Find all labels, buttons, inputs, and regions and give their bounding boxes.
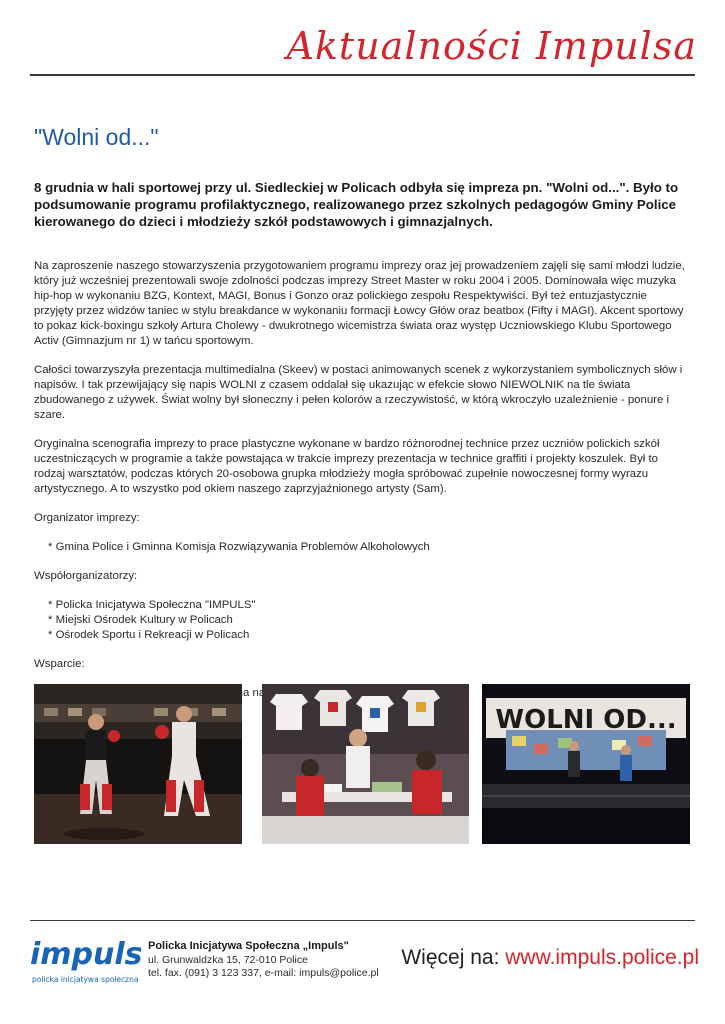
org-contact: tel. fax. (091) 3 123 337, e-mail: impuls@police.pl: [148, 967, 379, 979]
stage-banner-text: WOLNI OD...: [495, 705, 677, 735]
paragraph: Na zaproszenie naszego stowarzyszenia przygotowaniem programu imprezy oraz jej prowadzeniem zajęli się sami młodzi ludzie, który już wcześniej prezentowali swoje zdolności podczas imprezy Street Master w roku 2004 i 2005. Dominowała więc muzyka hip-hop w wykonaniu BZG, Kontext, MAGI, Bonus i Gonzo oraz polickiego zespołu Respektywiści. Był też entuzjastycznie przyjęty przez widzów taniec w stylu breakdance w wykonaniu formacji Łowcy Głów oraz beatbox (Fifty i MAGI). Akcent sportowy to pokaz kick-boxingu szkoły Artura Cholewy - dwukrotnego wicemistrza świata oraz występ Uczniowskiego Klubu Sportowego Activ (Gimnazjum nr 1) w tańcu sportowym.: [34, 260, 685, 347]
article-body: [34, 259, 686, 715]
article-lead: 8 grudnia w hali sportowej przy ul. Siedleckiej w Policach odbyła się impreza pn. "Wolni od...". Było to podsumowanie programu profilaktycznego, realizowanego przez szkolnych pedagogów Gminy Police kierowanego do dzieci i młodzieży szkół podstawowych i gimnazjalnych.: [34, 180, 679, 229]
logo-word: impuls: [30, 937, 143, 972]
coorganizer-list: [34, 598, 686, 643]
org-address: ul. Grunwaldzka 15, 72-010 Police: [148, 953, 308, 966]
more-label: Więcej na:: [401, 946, 500, 969]
impuls-logo: [26, 926, 143, 990]
list-item: * Ośrodek Sportu i Rekreacji w Policach: [48, 629, 250, 641]
stage-illustration: [482, 684, 690, 844]
list-item: * Policka Inicjatywa Społeczna "IMPULS": [48, 599, 256, 611]
contact-block: [148, 940, 379, 981]
paragraph: Całości towarzyszyła prezentacja multimedialna (Skeev) w postaci animowanych scenek z wykorzystaniem symbolicznych słów i napisów. I tak przewijający się napis WOLNI z czasem oddalał się ukazując w efekcie słowo NIEWOLNIK na tle świata zbudowanego z używek. Świat wolny był słoneczny i pełen kolorów a rzeczywistość, w którą wkroczyło uzależnienie - ponure i szare.: [34, 364, 683, 421]
photo-stage: [482, 684, 690, 844]
more-info: [401, 946, 699, 970]
header-divider: [30, 74, 695, 76]
coorganizer-label: Współorganizatorzy:: [34, 570, 138, 582]
photo-kickboxing: [34, 684, 242, 844]
support-label: Wsparcie:: [34, 658, 85, 670]
paragraph: Oryginalna scenografia imprezy to prace plastyczne wykonane w bardzo różnorodnej technice przez uczniów polickich szkół uczestniczących w programie a także powstająca w trakcie imprezy prezentacja w technice graffiti i projekty koszulek. Był to rodzaj warsztatów, podczas których 20-osobowa grupka młodzieży mogła spróbować zupełnie nowoczesnej formy wyrazu artystycznego. A to wszystko pod okiem naszego zaprzyjaźnionego artysty (Sam).: [34, 438, 660, 495]
list-item: * Gmina Police i Gminna Komisja Rozwiązywania Problemów Alkoholowych: [48, 541, 430, 553]
impuls-logo-graphic: [26, 926, 143, 990]
list-item: * Miejski Ośrodek Kultury w Policach: [48, 614, 233, 626]
footer-divider: [30, 920, 695, 921]
organizer-label: Organizator imprezy:: [34, 512, 140, 524]
masthead-title: Aktualności Impulsa: [286, 24, 697, 68]
workshop-illustration: [262, 684, 469, 844]
website-link[interactable]: www.impuls.police.pl: [505, 946, 699, 969]
photo-workshop: [262, 684, 469, 844]
org-name: Policka Inicjatywa Społeczna „Impuls": [148, 940, 349, 952]
list-item: na: [252, 687, 266, 699]
organizer-list: [34, 540, 686, 555]
logo-tagline: policka inicjatywa społeczna: [32, 975, 139, 984]
article-title: "Wolni od...": [34, 124, 159, 150]
kickboxing-illustration: [34, 684, 242, 844]
